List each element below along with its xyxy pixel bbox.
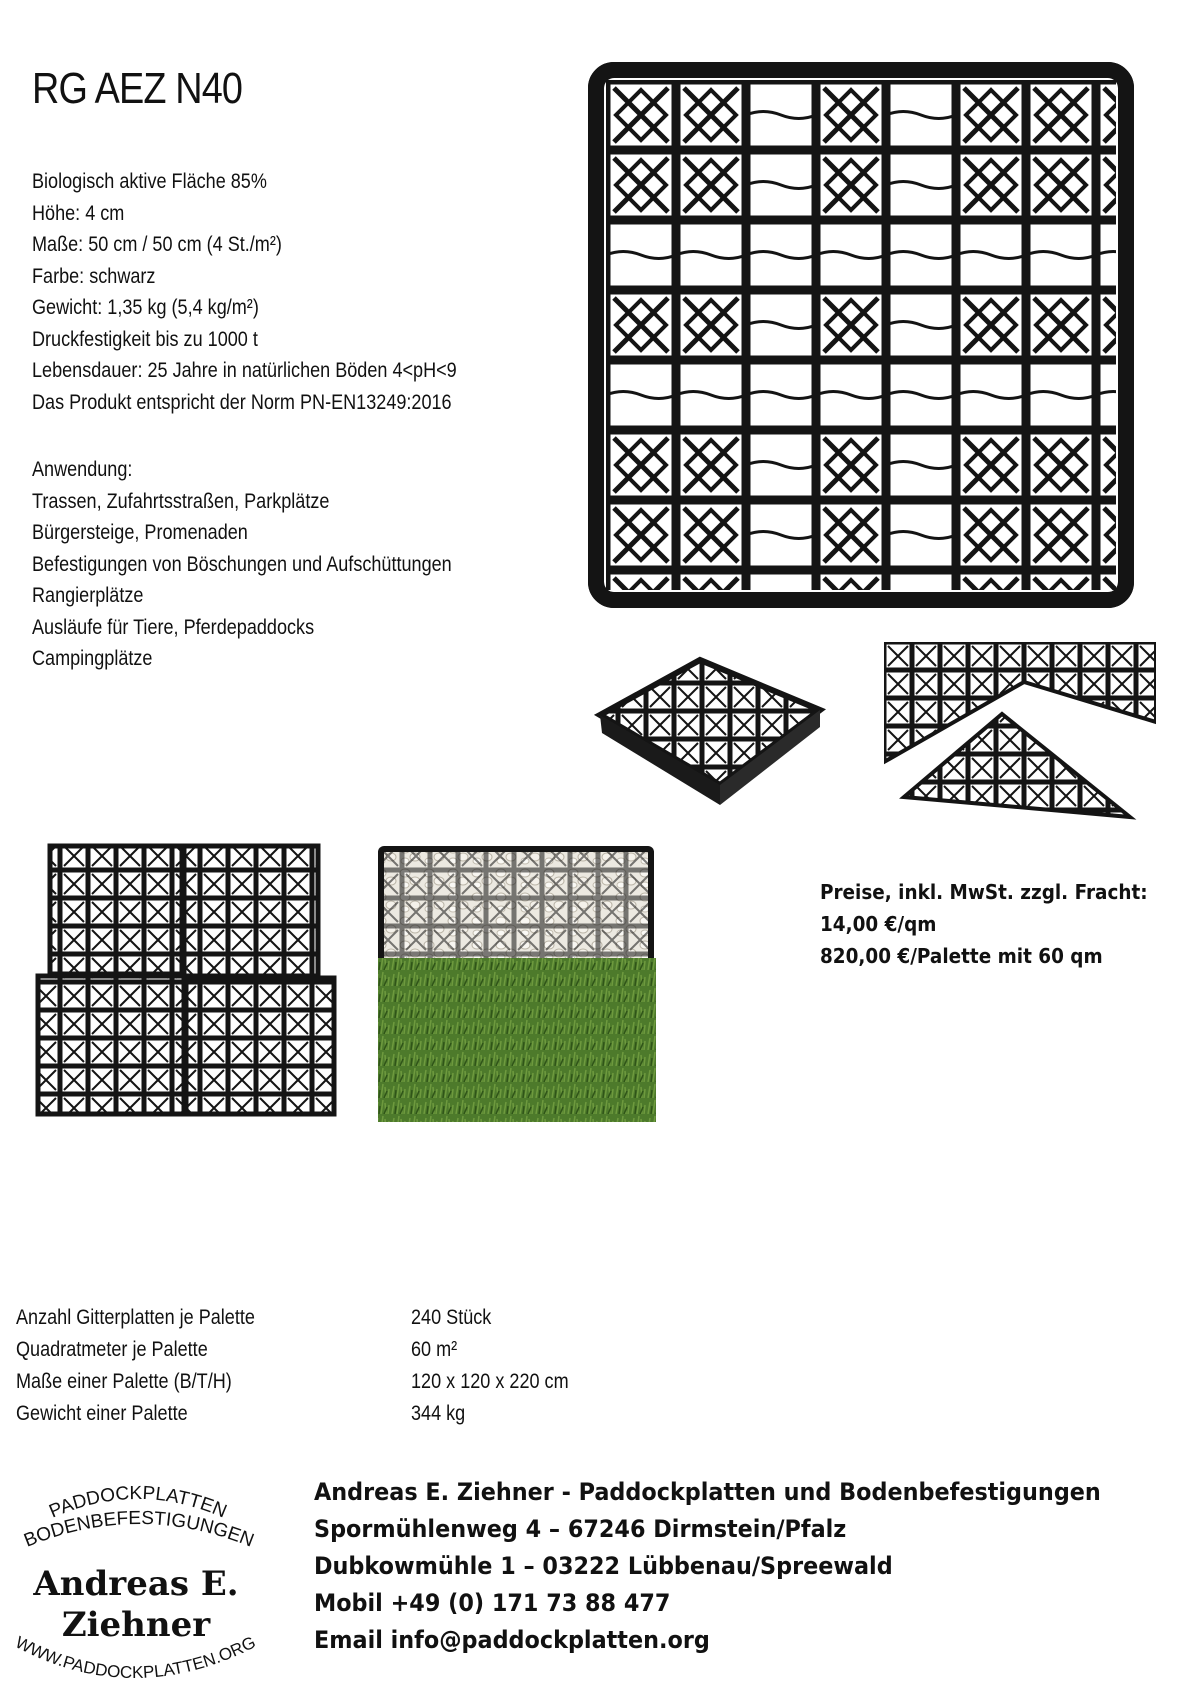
pallet-label: Quadratmeter je Palette <box>16 1338 208 1361</box>
grid-plates-assembled <box>32 842 338 1118</box>
spec-item: Höhe: 4 cm <box>32 201 125 225</box>
price-per-sqm: 14,00 €/qm <box>820 912 937 936</box>
product-image-filled <box>374 842 660 1122</box>
grid-plate-perspective <box>590 655 830 820</box>
pallet-label: Anzahl Gitterplatten je Palette <box>16 1306 255 1329</box>
pallet-label: Gewicht einer Palette <box>16 1402 188 1425</box>
usage-item: Campingplätze <box>32 647 153 670</box>
price-heading: Preise, inkl. MwSt. zzgl. Fracht: <box>820 880 1148 904</box>
usage-item: Trassen, Zufahrtsstraßen, Parkplätze <box>32 489 330 513</box>
spec-list <box>32 166 457 418</box>
product-image-perspective <box>590 655 830 820</box>
pallet-value: 344 kg <box>411 1402 466 1425</box>
pallet-value: 60 m² <box>411 1338 458 1361</box>
logo-arc-top-2: BODENBEFESTIGUNGEN <box>21 1507 257 1552</box>
spec-item: Farbe: schwarz <box>32 264 156 288</box>
spec-item: Druckfestigkeit bis zu 1000 t <box>32 327 258 351</box>
product-title: RG AEZ N40 <box>32 64 243 113</box>
grid-plate-filled <box>374 842 660 1122</box>
contact-company: Andreas E. Ziehner - Paddockplatten und Bodenbefestigungen <box>314 1478 1101 1506</box>
usage-item: Bürgersteige, Promenaden <box>32 521 248 544</box>
usage-item: Ausläufe für Tiere, Pferdepaddocks <box>32 615 315 639</box>
pallet-value: 120 x 120 x 220 cm <box>411 1370 569 1393</box>
product-image-top-view <box>588 62 1134 612</box>
logo-name-2: Ziehner <box>61 1605 211 1645</box>
pallet-value: 240 Stück <box>411 1306 492 1329</box>
pallet-label: Maße einer Palette (B/T/H) <box>16 1370 232 1393</box>
grid-plate-interlock <box>884 642 1156 822</box>
logo-graphic <box>8 1458 268 1698</box>
contact-phone: Mobil +49 (0) 171 73 88 477 <box>314 1589 671 1617</box>
contact-block <box>314 1474 1160 1659</box>
contact-address-1: Spormühlenweg 4 – 67246 Dirmstein/Pfalz <box>314 1515 847 1543</box>
logo-arc-bottom: WWW.PADDOCKPLATTEN.ORG <box>12 1632 259 1683</box>
spec-item: Maße: 50 cm / 50 cm (4 St./m²) <box>32 233 282 256</box>
spec-item: Gewicht: 1,35 kg (5,4 kg/m²) <box>32 296 259 319</box>
price-block <box>820 876 1176 972</box>
spec-item: Lebensdauer: 25 Jahre in natürlichen Böden 4<pH<9 <box>32 359 457 382</box>
logo-arc-top-1: PADDOCKPLATTEN <box>46 1482 230 1523</box>
product-image-interlock <box>884 642 1156 822</box>
spec-item: Das Produkt entspricht der Norm PN-EN13249:2016 <box>32 390 452 414</box>
spec-item: Biologisch aktive Fläche 85% <box>32 170 267 193</box>
usage-item: Rangierplätze <box>32 584 144 607</box>
usage-item: Befestigungen von Böschungen und Aufschüttungen <box>32 552 452 576</box>
contact-address-2: Dubkowmühle 1 – 03222 Lübbenau/Spreewald <box>314 1552 893 1580</box>
contact-email: Email info@paddockplatten.org <box>314 1626 710 1654</box>
price-per-pallet: 820,00 €/Palette mit 60 qm <box>820 944 1103 968</box>
usage-list <box>32 454 452 675</box>
product-image-assembled <box>32 842 338 1118</box>
logo-name-1: Andreas E. <box>33 1564 239 1604</box>
usage-heading: Anwendung: <box>32 458 133 481</box>
company-logo <box>8 1458 268 1698</box>
grid-plate-top-view <box>588 62 1134 612</box>
